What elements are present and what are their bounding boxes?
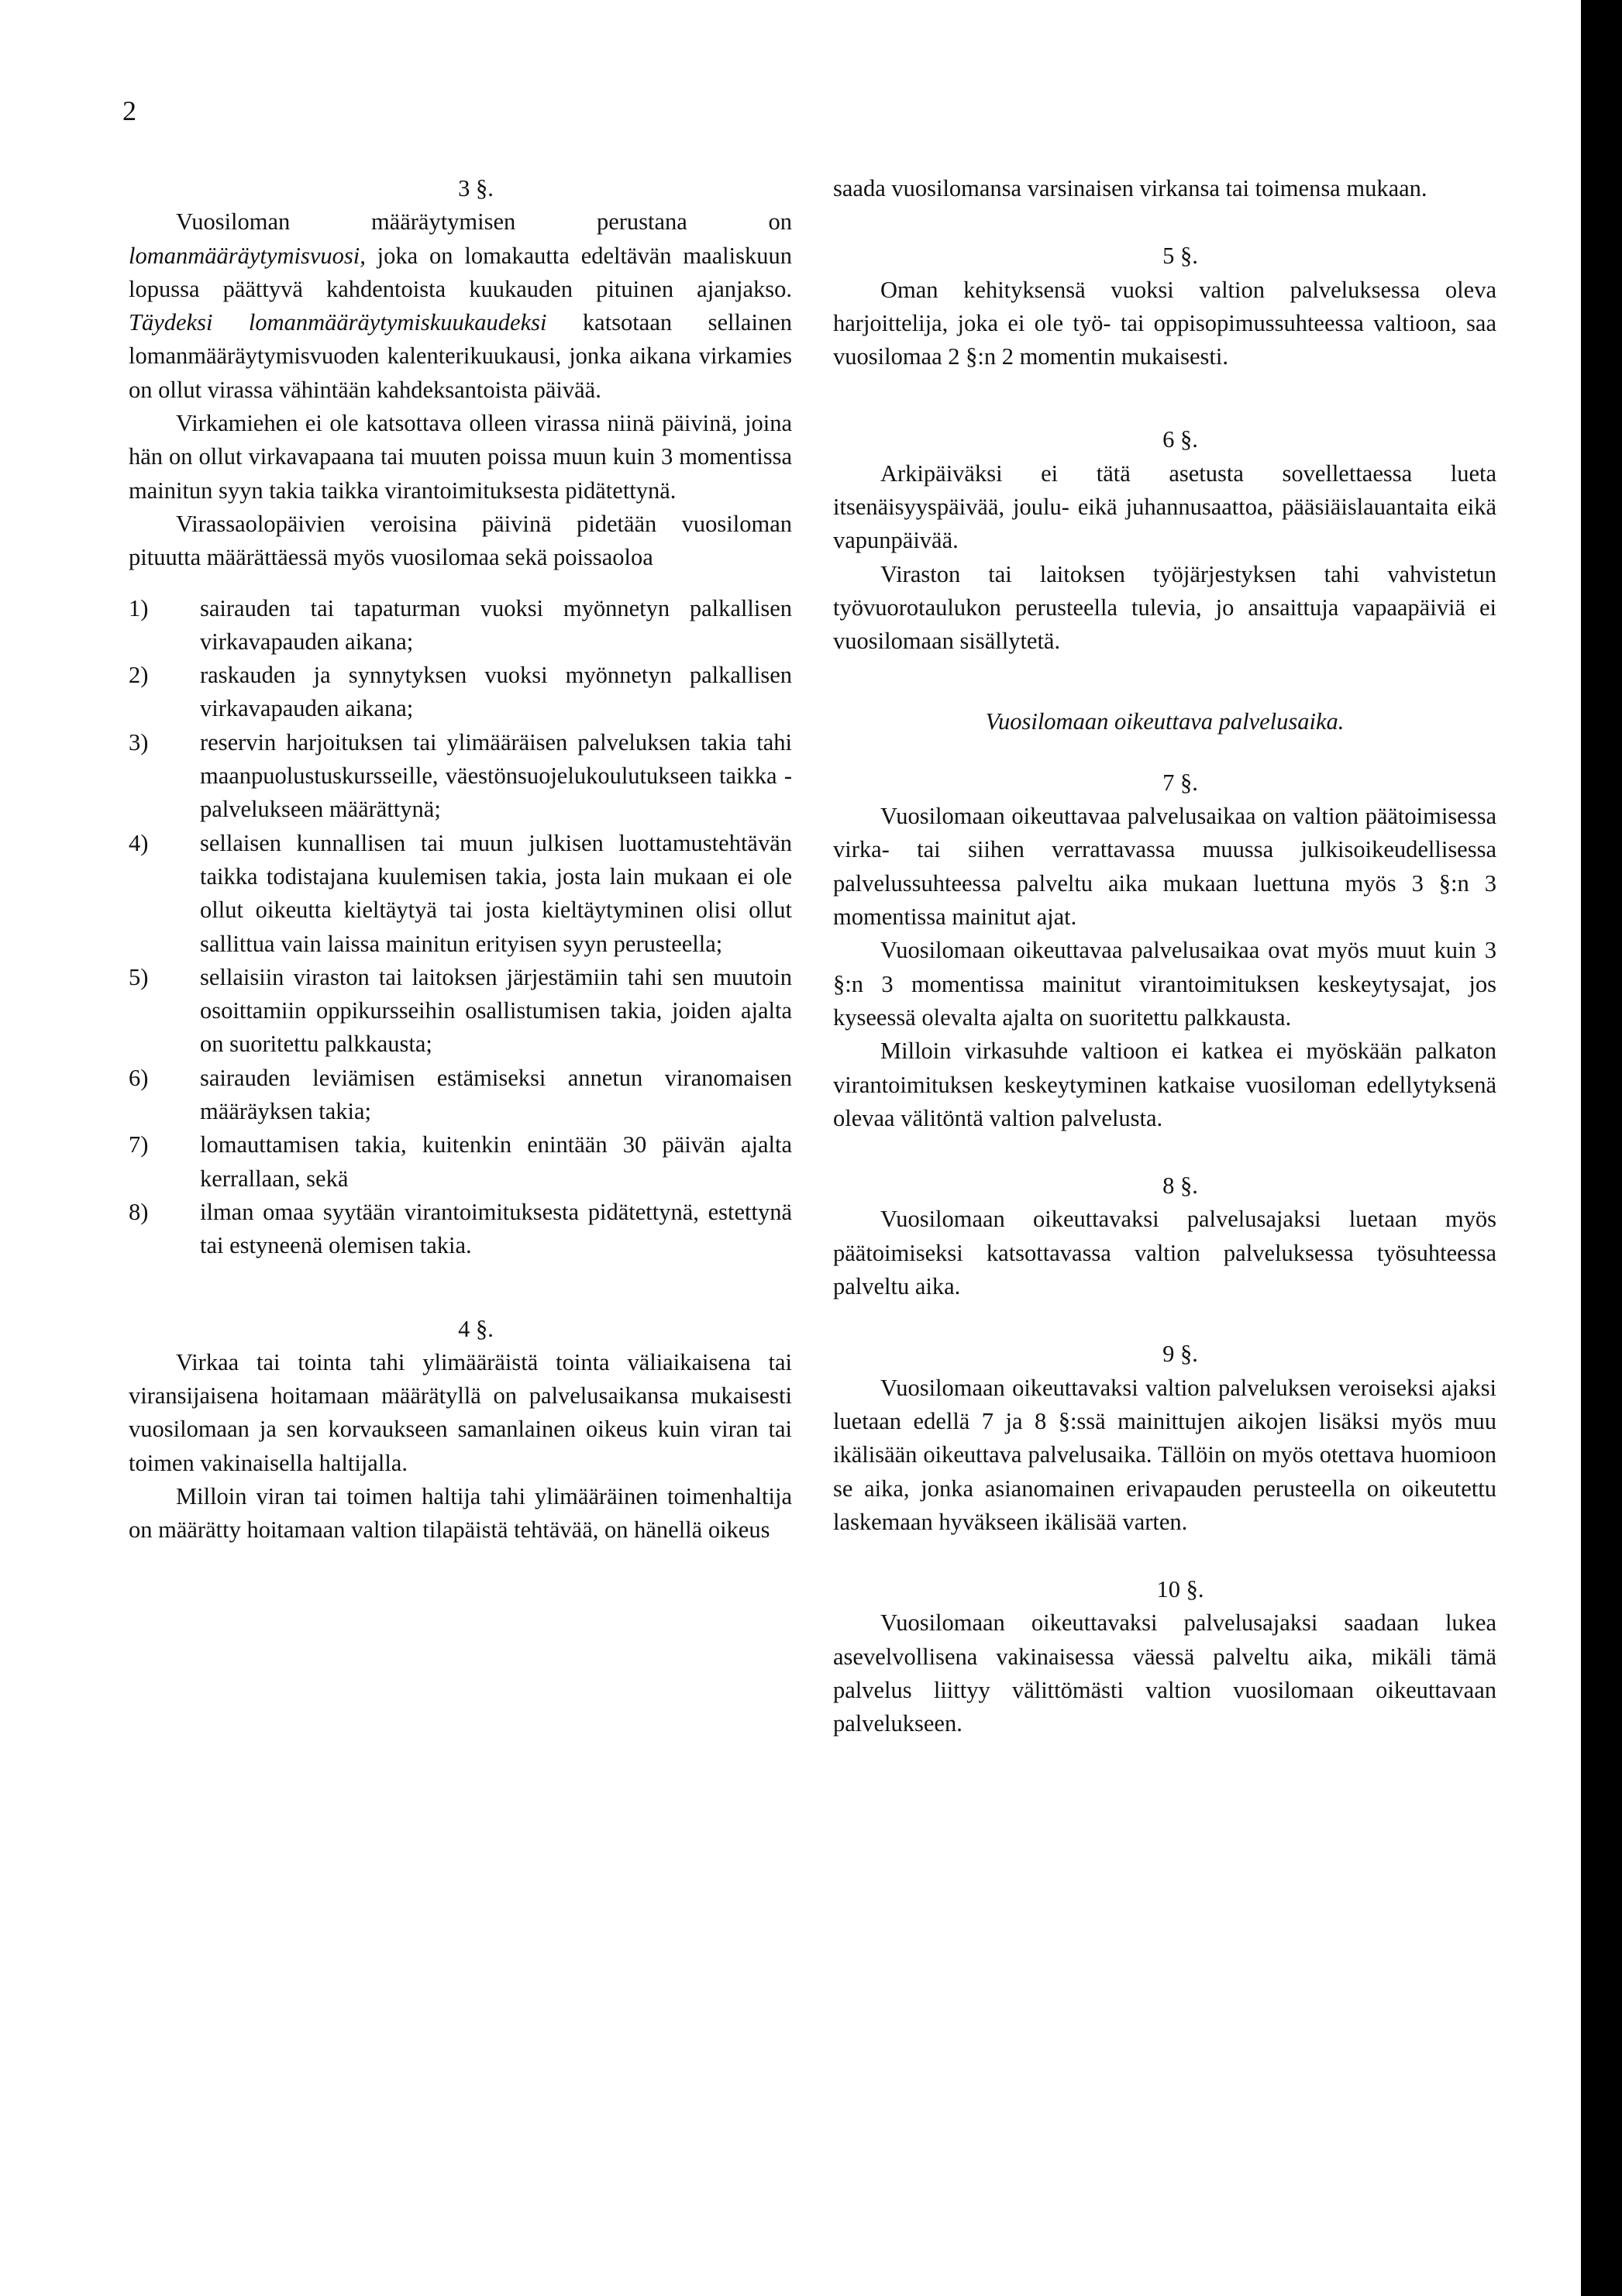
section-7-paragraph-2: Vuosilomaan oikeuttavaa palvelusaikaa ovat myös muut kuin 3 §:n 3 momentissa mainitut virantoimituksen keskeytysajat, jos kyseessä olevalta ajalta on suoritettu palkkausta. (833, 937, 1496, 1031)
list-item-text: sellaisiin viraston tai laitoksen järjestämiin tahi sen muutoin osoittamiin oppikursseihin osallistumisen takia, joiden ajalta on suoritettu palkkausta; (200, 963, 792, 1058)
list-item (129, 659, 792, 726)
section-number: 4 §. (458, 1315, 494, 1342)
section-8-paragraph-1: Vuosilomaan oikeuttavaksi palvelusajaksi luetaan myös päätoimiseksi katsottavassa valtion palveluksessa työsuhteessa palveltu aika. (833, 1206, 1496, 1300)
list-item (129, 726, 792, 827)
section-number: 5 §. (1162, 243, 1198, 270)
list-item (129, 1196, 792, 1263)
section-9 (833, 1337, 1496, 1539)
list-marker: 6) (129, 1064, 149, 1091)
section-3 (129, 172, 792, 1263)
section-number: 9 §. (1162, 1341, 1198, 1368)
section-4-paragraph-2: Milloin viran tai toimen haltija tahi ylimääräinen toimenhaltija on määrätty hoitamaan valtion tilapäistä tehtävää, on hänellä oikeus (129, 1482, 792, 1544)
section-10 (833, 1573, 1496, 1740)
list-marker: 4) (129, 829, 149, 856)
list-marker: 1) (129, 594, 149, 621)
right-column (833, 172, 1496, 1741)
list-item (129, 1062, 792, 1129)
list-marker: 3) (129, 728, 149, 756)
list-item (129, 1128, 792, 1196)
list-marker: 2) (129, 662, 149, 689)
section-7-paragraph-3: Milloin virkasuhde valtioon ei katkea ei myöskään palkaton virantoimituksen keskeytyminen katkaise vuosiloman edellytyksenä olevaa välitöntä valtion palvelusta. (833, 1038, 1496, 1131)
section-4-paragraph-1: Virkaa tai tointa tahi ylimääräistä tointa väliaikaisena tai viransijaisena hoitamaan määrätyllä on palvelusaikansa mukaisesti vuosilomaan ja sen korvaukseen samanlainen oikeus kuin viran tai toimen vakinaisella haltijalla. (129, 1348, 792, 1476)
section-number: 6 §. (1162, 426, 1198, 453)
section-3-paragraph-3: Virassaolopäivien veroisina päivinä pidetään vuosiloman pituutta määrättäessä myös vuosilomaa sekä poissaoloa (129, 510, 792, 571)
section-number: 3 §. (458, 175, 494, 201)
text-run: katsotaan sellainen lomanmääräytymisvuoden kalenterikuukausi, jonka aikana virkamies on ollut virassa vähintään kahdeksantoista päivää. (129, 309, 792, 403)
list-item-text: sairauden tai tapaturman vuoksi myönnetyn palkallisen virkavapauden aikana; (200, 594, 792, 655)
section-8 (833, 1169, 1496, 1303)
continued-paragraph: saada vuosilomansa varsinaisen virkansa tai toimensa mukaan. (833, 175, 1427, 201)
section-3-paragraph-1 (129, 205, 792, 407)
section-9-paragraph-1: Vuosilomaan oikeuttavaksi valtion palveluksen veroiseksi ajaksi luetaan edellä 7 ja 8 §:ssä mainittujen aikojen lisäksi myös muu ikälisään oikeuttava palvelusaika. Tällöin on myös otettava huomioon se aika, jonka asianomainen erivapauden perusteella on oikeutettu laskemaan hyväkseen ikälisää varten. (833, 1374, 1496, 1535)
text-run: joka on lomakautta edeltävän maaliskuun lopussa päättyvä kahdentoista kuukauden pituinen ajanjakso. (129, 242, 792, 302)
numbered-list (129, 592, 792, 1263)
section-number: 10 §. (1156, 1576, 1204, 1603)
section-4 (129, 1313, 792, 1547)
section-10-paragraph-1: Vuosilomaan oikeuttavaksi palvelusajaksi saadaan lukea asevelvollisena vakinaisessa väessä palveltu aika, mikäli tämä palvelus liittyy välittömästi valtion vuosilomaan oikeuttavaan palvelukseen. (833, 1609, 1496, 1737)
list-item-text: ilman omaa syytään virantoimituksesta pidätettynä, estettynä tai estyneenä olemisen takia. (200, 1198, 792, 1259)
section-number: 8 §. (1162, 1172, 1198, 1200)
section-5 (833, 239, 1496, 373)
list-marker: 7) (129, 1131, 149, 1158)
section-3-paragraph-2: Virkamiehen ei ole katsottava olleen virassa niinä päivinä, joina hän on ollut virkavapaana tai muuten poissa muun kuin 3 momentissa mainitun syyn takia taikka virantoimituksesta pidätettynä. (129, 410, 792, 504)
list-item (129, 827, 792, 961)
italic-term: Täydeksi lomanmääräytymiskuukaudeksi (129, 309, 547, 336)
left-column (129, 172, 792, 1547)
text-run: Vuosiloman määräytymisen perustana on (176, 208, 792, 236)
section-6 (833, 423, 1496, 658)
page-number: 2 (122, 95, 136, 126)
list-item (129, 961, 792, 1062)
list-marker: 5) (129, 963, 149, 990)
list-item-text: raskauden ja synnytyksen vuoksi myönnetyn palkallisen virkavapauden aikana; (200, 662, 792, 722)
section-6-paragraph-2: Viraston tai laitoksen työjärjestyksen tahi vahvistetun työvuorotaulukon perusteella tulevia, jo ansaittuja vapaapäiviä ei vuosilomaan sisällytetä. (833, 560, 1496, 655)
italic-term: lomanmääräytymisvuosi, (129, 242, 366, 269)
list-item-text: lomauttamisen takia, kuitenkin enintään 30 päivän ajalta kerrallaan, sekä (200, 1131, 792, 1192)
list-item-text: sellaisen kunnallisen tai muun julkisen luottamustehtävän taikka todistajana kuulemisen takia, josta lain mukaan ei ole ollut oikeutta kieltäytyä tai josta kieltäytyminen olisi ollut sallittua vain laissa mainitun erityisen syyn perusteella; (200, 829, 792, 957)
section-6-paragraph-1: Arkipäiväksi ei tätä asetusta sovellettaessa lueta itsenäisyyspäivää, joulu- eikä juhannusaattoa, pääsiäislauantaita eikä vapunpäivää. (833, 460, 1496, 554)
chapter-heading: Vuosilomaan oikeuttava palvelusaika. (985, 707, 1345, 735)
list-item-text: reservin harjoituksen tai ylimääräisen palveluksen takia tahi maanpuolustuskursseille, väestönsuojelukoulutukseen taikka -palvelukseen määrättynä; (200, 728, 792, 823)
list-marker: 8) (129, 1198, 149, 1225)
section-number: 7 §. (1162, 769, 1198, 796)
section-7-paragraph-1: Vuosilomaan oikeuttavaa palvelusaikaa on valtion päätoimisessa virka- tai siihen verrattavassa muussa julkisoikeudellisessa palvelussuhteessa palveltu aika mukaan luettuna myös 3 §:n 3 momentissa mainitut ajat. (833, 803, 1496, 931)
section-5-paragraph-1: Oman kehityksensä vuoksi valtion palveluksessa oleva harjoittelija, joka ei ole työ- tai oppisopimussuhteessa valtioon, saa vuosilomaa 2 §:n 2 momentin mukaisesti. (833, 276, 1496, 370)
list-item (129, 592, 792, 659)
section-7 (833, 766, 1496, 1135)
list-item-text: sairauden leviämisen estämiseksi annetun viranomaisen määräyksen takia; (200, 1064, 792, 1125)
